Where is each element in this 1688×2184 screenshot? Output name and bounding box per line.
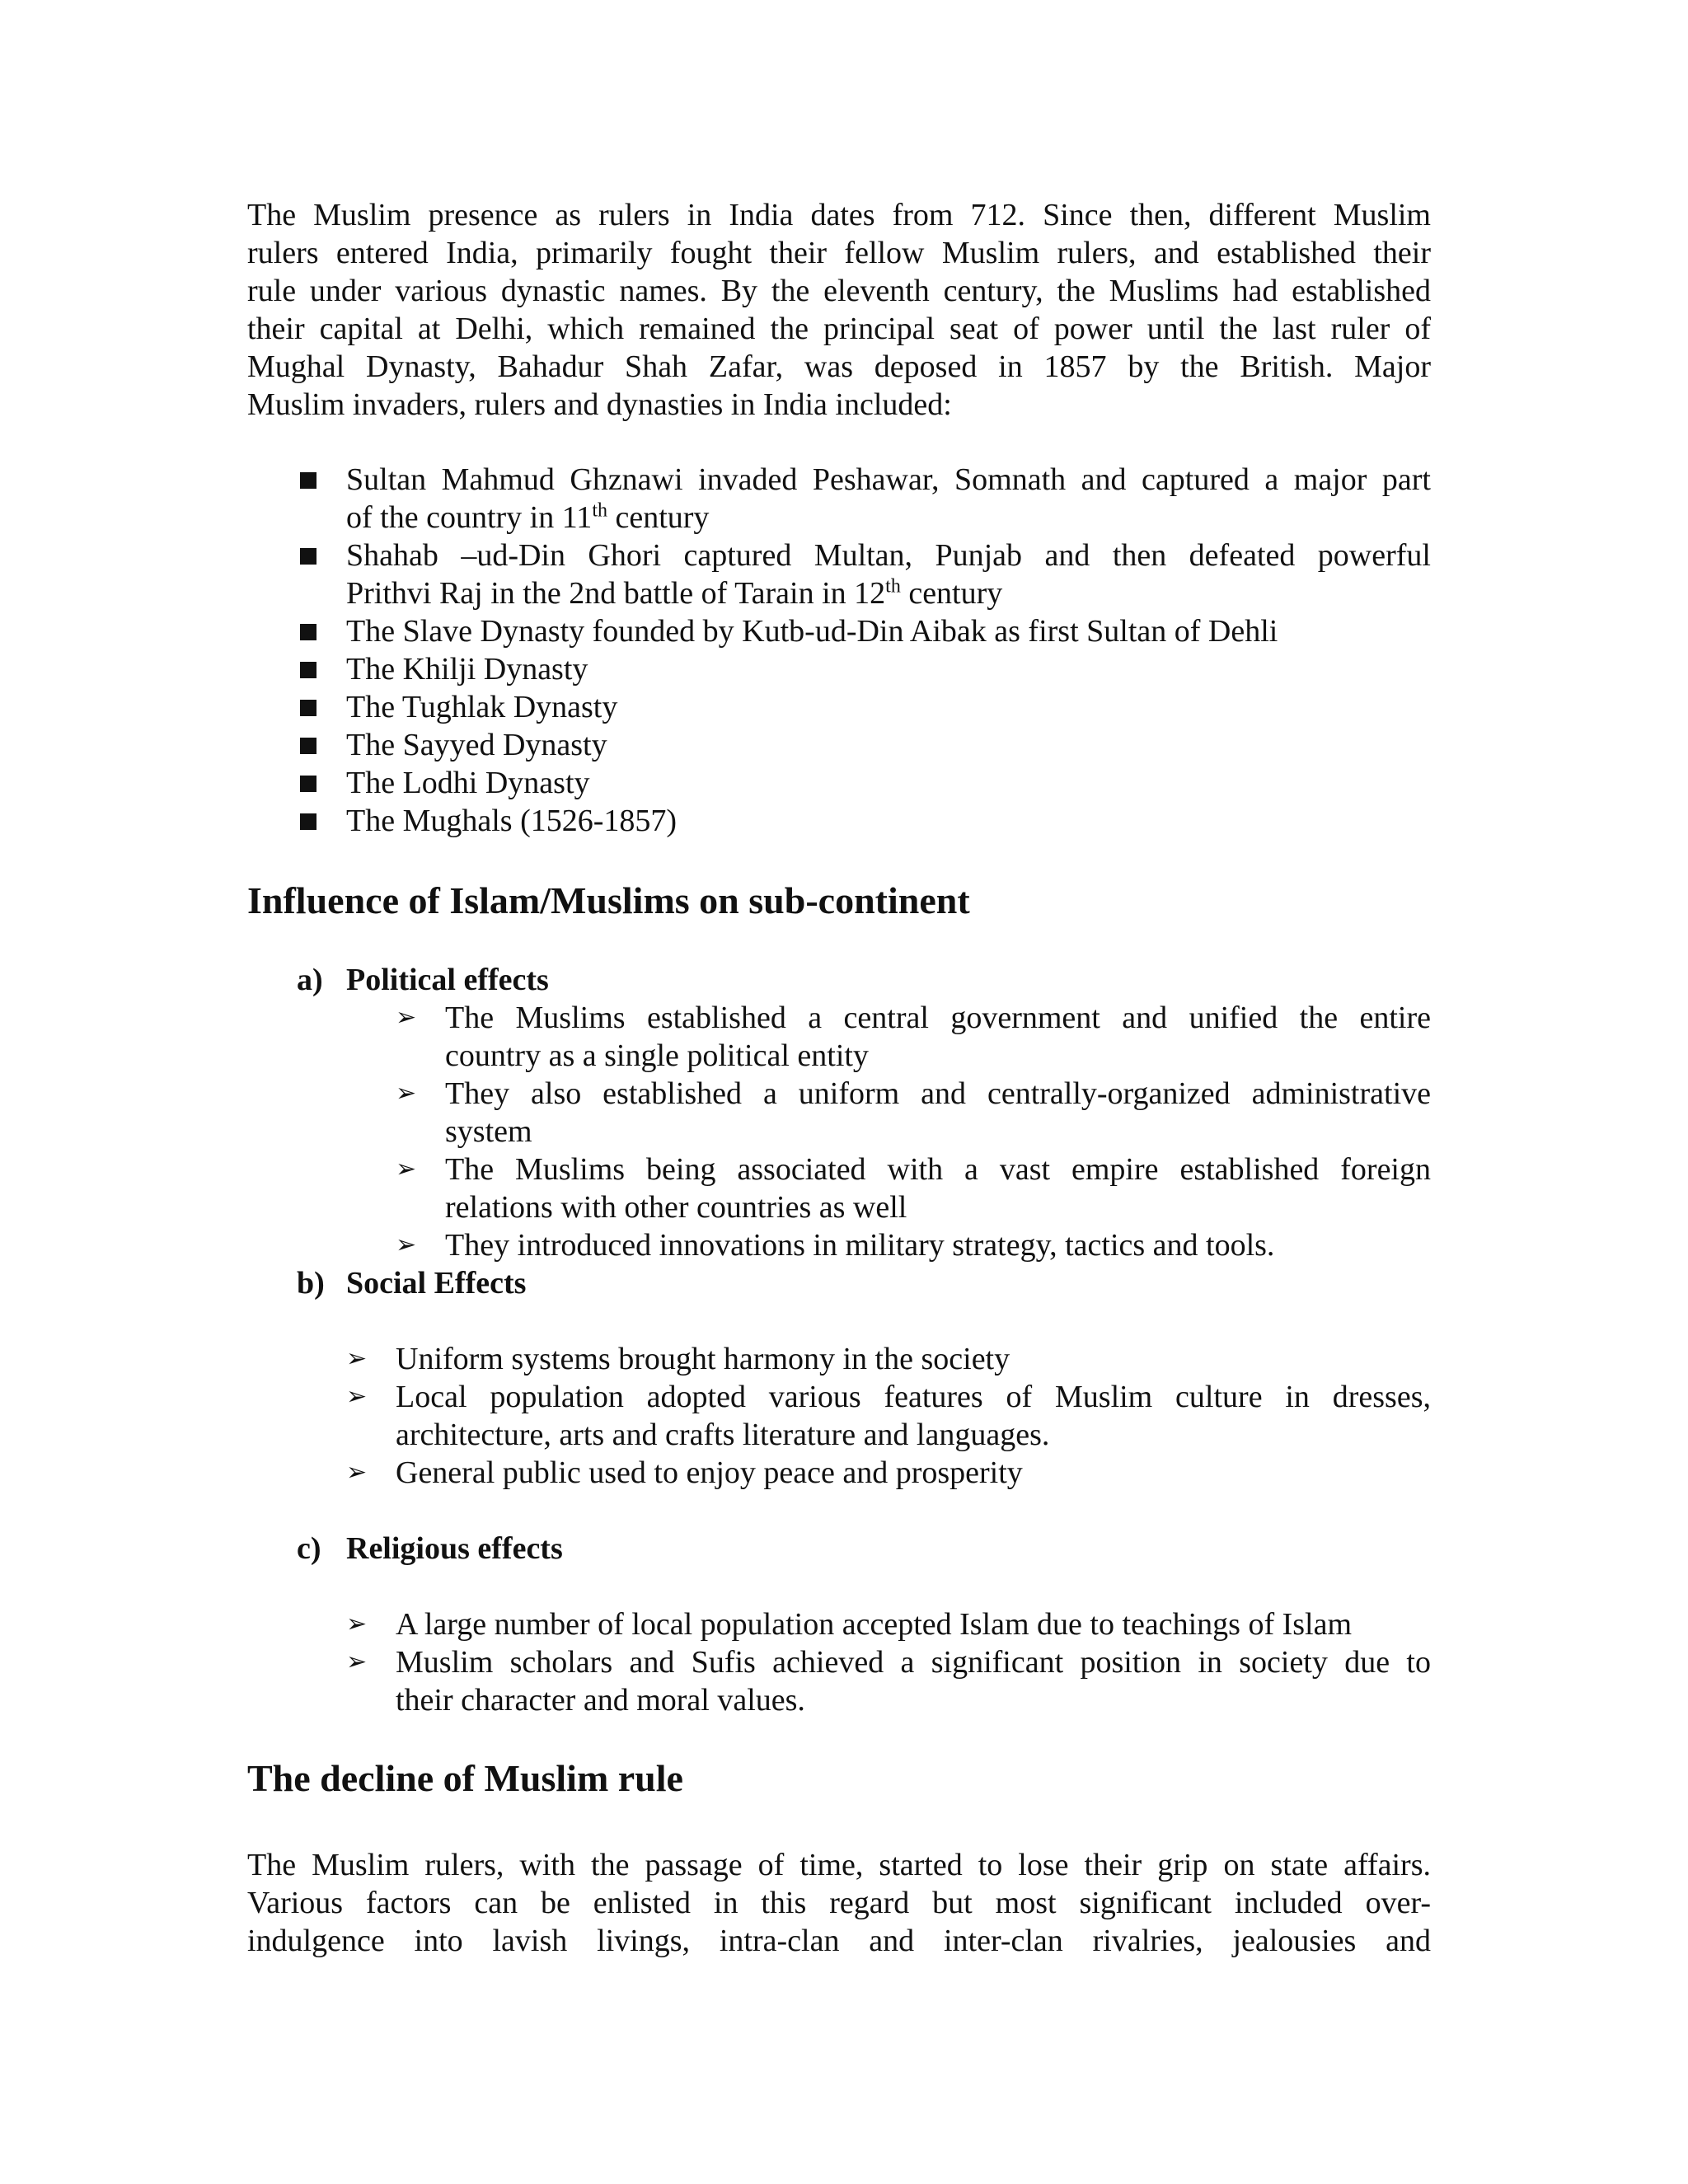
list-item-text: General public used to enjoy peace and prosperity bbox=[396, 1455, 1023, 1490]
square-bullet-icon bbox=[300, 700, 316, 716]
decline-heading: The decline of Muslim rule bbox=[247, 1757, 683, 1799]
list-item-text: Muslim scholars and Sufis achieved a significant position in society due to bbox=[396, 1645, 1431, 1680]
list-item-text: Uniform systems brought harmony in the society bbox=[396, 1342, 1010, 1376]
list-item-text: relations with other countries as well bbox=[445, 1190, 907, 1225]
arrow-bullet-icon: ➢ bbox=[396, 1079, 417, 1108]
list-item bbox=[247, 650, 1431, 688]
list-item-text: The Muslims being associated with a vast empire established foreign bbox=[445, 1152, 1431, 1187]
rulers-list bbox=[247, 461, 1431, 840]
list-item-text: Sultan Mahmud Ghznawi invaded Peshawar, Somnath and captured a major part bbox=[346, 462, 1431, 497]
section-heading bbox=[247, 1755, 1431, 1802]
influence-heading: Influence of Islam/Muslims on sub-continent bbox=[247, 879, 970, 921]
arrow-bullet-icon: ➢ bbox=[346, 1344, 368, 1373]
subsection-heading-social bbox=[297, 1264, 526, 1302]
social-effects-list bbox=[346, 1340, 1431, 1492]
intro-line: their capital at Delhi, which remained the principal seat of power until the last ruler of bbox=[247, 312, 1431, 346]
arrow-bullet-icon: ➢ bbox=[346, 1382, 368, 1411]
subsection-title: Social Effects bbox=[346, 1266, 527, 1301]
intro-line: Muslim invaders, rulers and dynasties in India included: bbox=[247, 387, 952, 422]
decline-paragraph bbox=[247, 1846, 1431, 1960]
list-item-text: The Muslims established a central government and unified the entire bbox=[445, 1001, 1431, 1035]
list-item bbox=[247, 537, 1431, 612]
intro-line: The Muslim presence as rulers in India dates from 712. Since then, different Muslim bbox=[247, 198, 1431, 232]
subsection-title: Political effects bbox=[346, 963, 549, 997]
arrow-bullet-icon: ➢ bbox=[346, 1458, 368, 1487]
list-item-text: of the country in 11th century bbox=[346, 499, 710, 535]
subsection-label: c) bbox=[297, 1531, 321, 1566]
list-item-text: The Khilji Dynasty bbox=[346, 652, 588, 687]
intro-paragraph bbox=[247, 196, 1431, 424]
list-item-text: system bbox=[445, 1114, 532, 1149]
square-bullet-icon bbox=[300, 738, 316, 754]
list-item bbox=[346, 1378, 1431, 1454]
list-item-text: Local population adopted various features of Muslim culture in dresses, bbox=[396, 1380, 1431, 1414]
list-item-text: The Slave Dynasty founded by Kutb-ud-Din Aibak as first Sultan of Dehli bbox=[346, 614, 1278, 649]
square-bullet-icon bbox=[300, 662, 316, 678]
list-item-text: country as a single political entity bbox=[445, 1038, 869, 1073]
list-item-text: They introduced innovations in military strategy, tactics and tools. bbox=[445, 1228, 1275, 1263]
list-item bbox=[247, 802, 1431, 840]
arrow-bullet-icon: ➢ bbox=[346, 1647, 368, 1676]
square-bullet-icon bbox=[300, 472, 316, 489]
list-item-text: The Mughals (1526-1857) bbox=[346, 804, 678, 838]
decline-line: indulgence into lavish livings, intra-clan and inter-clan rivalries, jealousies and bbox=[247, 1924, 1431, 1958]
intro-line: Mughal Dynasty, Bahadur Shah Zafar, was deposed in 1857 by the British. Major bbox=[247, 349, 1431, 384]
square-bullet-icon bbox=[300, 776, 316, 792]
arrow-bullet-icon: ➢ bbox=[346, 1610, 368, 1638]
list-item-text: The Sayyed Dynasty bbox=[346, 728, 607, 762]
religious-effects-list bbox=[346, 1605, 1431, 1719]
subsection-heading-political bbox=[297, 961, 549, 999]
list-item-text: The Lodhi Dynasty bbox=[346, 766, 590, 800]
arrow-bullet-icon: ➢ bbox=[396, 1003, 417, 1032]
square-bullet-icon bbox=[300, 624, 316, 640]
list-item-text: Shahab –ud-Din Ghori captured Multan, Punjab and then defeated powerful bbox=[346, 538, 1431, 573]
subsection-label: b) bbox=[297, 1266, 325, 1301]
list-item bbox=[247, 688, 1431, 726]
arrow-bullet-icon: ➢ bbox=[396, 1230, 417, 1259]
list-item bbox=[247, 461, 1431, 537]
list-item bbox=[396, 1151, 1431, 1226]
subsection-label: a) bbox=[297, 963, 323, 997]
list-item-text: A large number of local population accepted Islam due to teachings of Islam bbox=[396, 1607, 1353, 1642]
list-item bbox=[346, 1605, 1431, 1643]
arrow-bullet-icon: ➢ bbox=[396, 1155, 417, 1183]
list-item bbox=[346, 1643, 1431, 1719]
list-item bbox=[346, 1454, 1431, 1492]
square-bullet-icon bbox=[300, 548, 316, 565]
list-item bbox=[346, 1340, 1431, 1378]
list-item-text: They also established a uniform and centrally-organized administrative bbox=[445, 1076, 1431, 1111]
list-item bbox=[247, 764, 1431, 802]
square-bullet-icon bbox=[300, 813, 316, 830]
section-heading bbox=[247, 878, 1431, 924]
list-item bbox=[396, 1075, 1431, 1151]
decline-line: Various factors can be enlisted in this regard but most significant included over- bbox=[247, 1886, 1431, 1920]
subsection-title: Religious effects bbox=[346, 1531, 563, 1566]
list-item bbox=[396, 1226, 1431, 1264]
decline-line: The Muslim rulers, with the passage of time, started to lose their grip on state affairs. bbox=[247, 1848, 1431, 1882]
list-item-text: architecture, arts and crafts literature and languages. bbox=[396, 1418, 1050, 1452]
list-item-text: Prithvi Raj in the 2nd battle of Tarain in 12th century bbox=[346, 575, 1003, 611]
list-item bbox=[247, 726, 1431, 764]
list-item-text: The Tughlak Dynasty bbox=[346, 690, 618, 724]
intro-line: rule under various dynastic names. By the eleventh century, the Muslims had established bbox=[247, 274, 1431, 308]
list-item bbox=[396, 999, 1431, 1075]
political-effects-list bbox=[396, 999, 1431, 1264]
list-item-text: their character and moral values. bbox=[396, 1683, 805, 1718]
intro-line: rulers entered India, primarily fought their fellow Muslim rulers, and established their bbox=[247, 236, 1431, 270]
list-item bbox=[247, 612, 1431, 650]
subsection-heading-religious bbox=[297, 1530, 563, 1568]
